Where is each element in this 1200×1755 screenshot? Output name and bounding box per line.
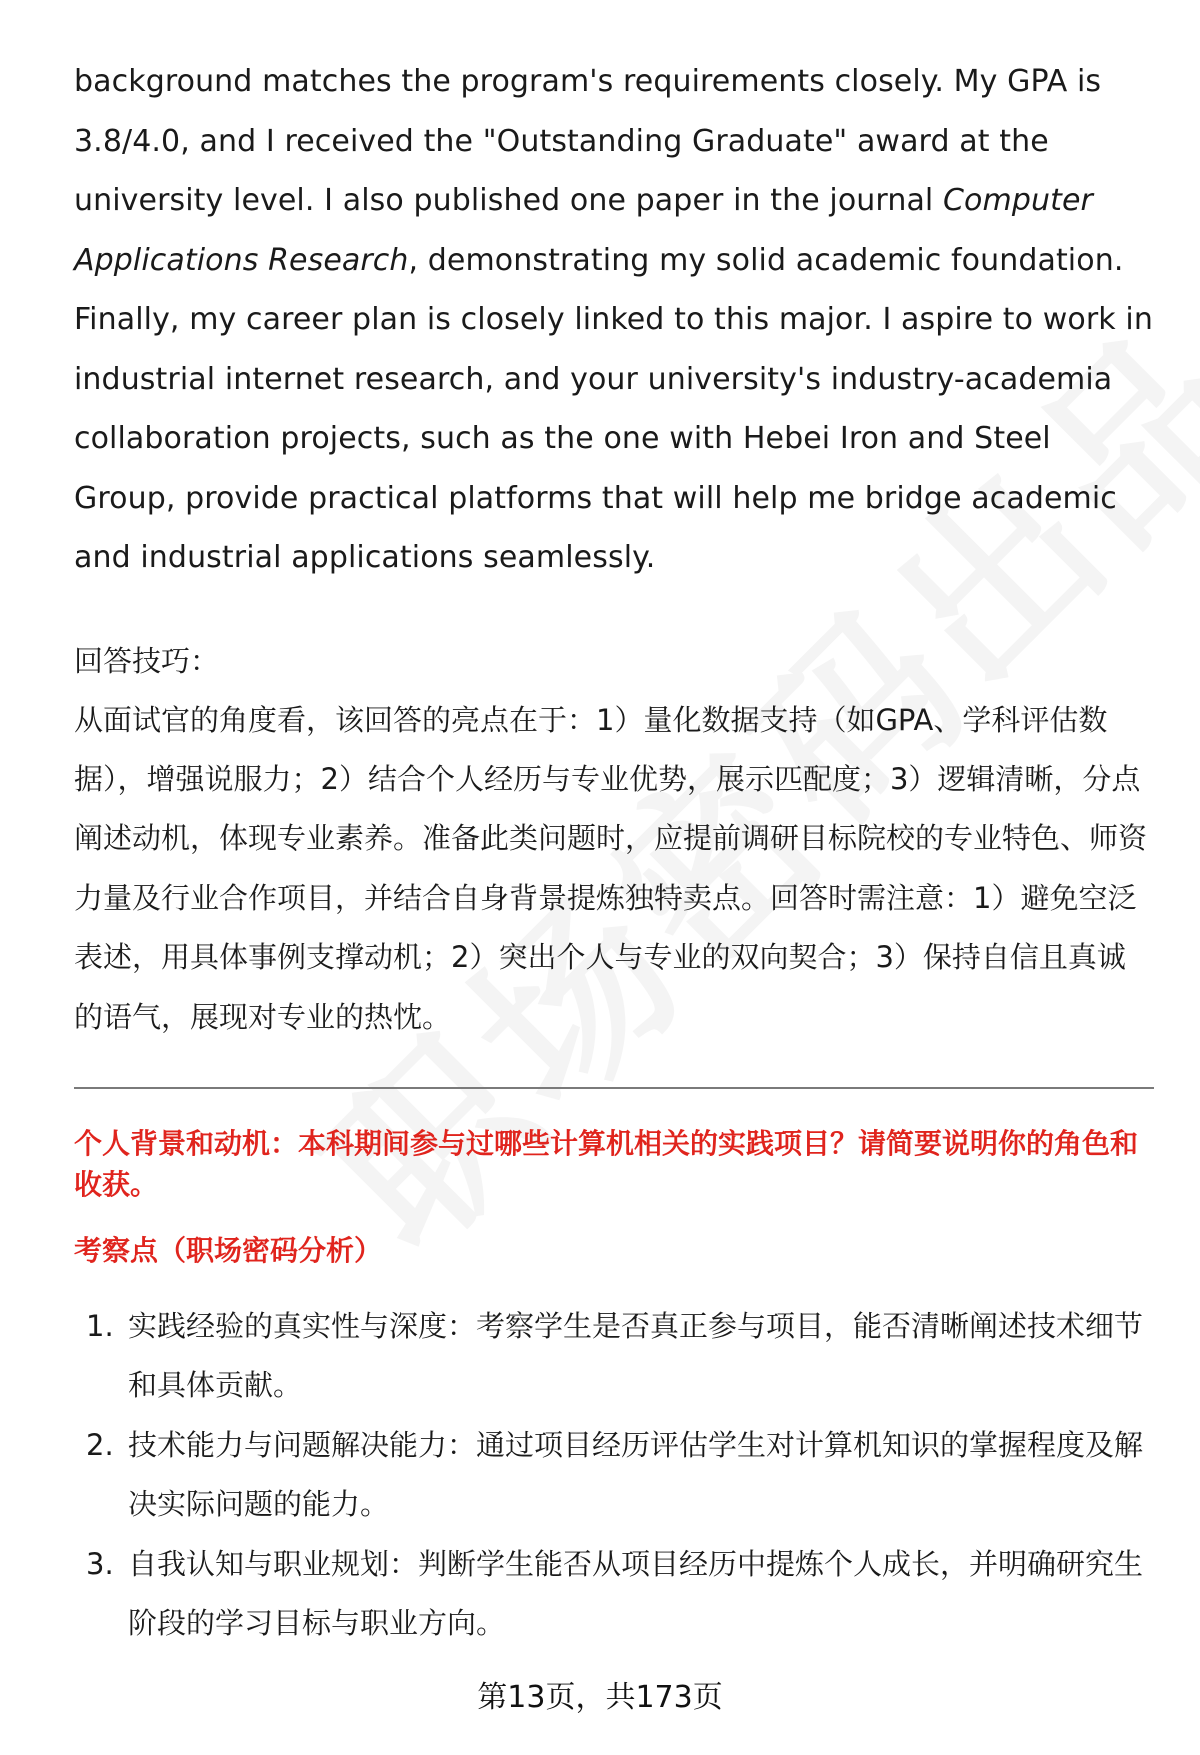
answer-text-1: background matches the program's requirements closely. My GPA is 3.8/4.0, and I received the "Outstanding Graduate" award at the university level. I also published one paper in the journal: [74, 64, 1102, 218]
assessment-points-list: [74, 1297, 1154, 1654]
tips-body: 从面试官的角度看，该回答的亮点在于：1）量化数据支持（如GPA、学科评估数据），增强说服力；2）结合个人经历与专业优势，展示匹配度；3）逻辑清晰，分点阐述动机，体现专业素养。准备此类问题时，应提前调研目标院校的专业特色、师资力量及行业合作项目，并结合自身背景提炼独特卖点。回答时需注意：1）避免空泛表述，用具体事例支撑动机；2）突出个人与专业的双向契合；3）保持自信且真诚的语气，展现对专业的热忱。: [74, 702, 1148, 1034]
list-item-text: 自我认知与职业规划：判断学生能否从项目经历中提炼个人成长，并明确研究生阶段的学习目标与职业方向。: [128, 1546, 1144, 1641]
list-item-number: 1.: [86, 1308, 114, 1343]
list-item-text: 实践经验的真实性与深度：考察学生是否真正参与项目，能否清晰阐述技术细节和具体贡献。: [128, 1308, 1144, 1403]
answer-paragraph: [74, 52, 1154, 588]
assessment-points-heading: 考察点（职场密码分析）: [74, 1233, 383, 1267]
list-item-number: 3.: [86, 1546, 114, 1581]
answer-text-2: , demonstrating my solid academic foundation. Finally, my career plan is closely linked to this major. I aspire to work in industrial internet research, and your university's industry-academia collaboration projects, such as the one with Hebei Iron and Steel Group, provide practical platforms that will help me bridge academic and industrial applications seamlessly.: [74, 242, 1153, 575]
list-item: [74, 1416, 1154, 1535]
section-divider: [74, 1087, 1154, 1089]
tips-label: 回答技巧：: [74, 643, 220, 678]
journal-title: Computer Applications Research: [74, 183, 1093, 278]
list-item-text: 技术能力与问题解决能力：通过项目经历评估学生对计算机知识的掌握程度及解决实际问题的能力。: [128, 1427, 1144, 1522]
question-heading: 个人背景和动机：本科期间参与过哪些计算机相关的实践项目？请简要说明你的角色和收获。: [74, 1126, 1139, 1201]
list-item-number: 2.: [86, 1427, 114, 1462]
list-item: [74, 1297, 1154, 1416]
document-page: [74, 52, 1154, 1654]
page-number-footer: 第13页，共173页: [477, 1680, 723, 1715]
list-item: [74, 1535, 1154, 1654]
